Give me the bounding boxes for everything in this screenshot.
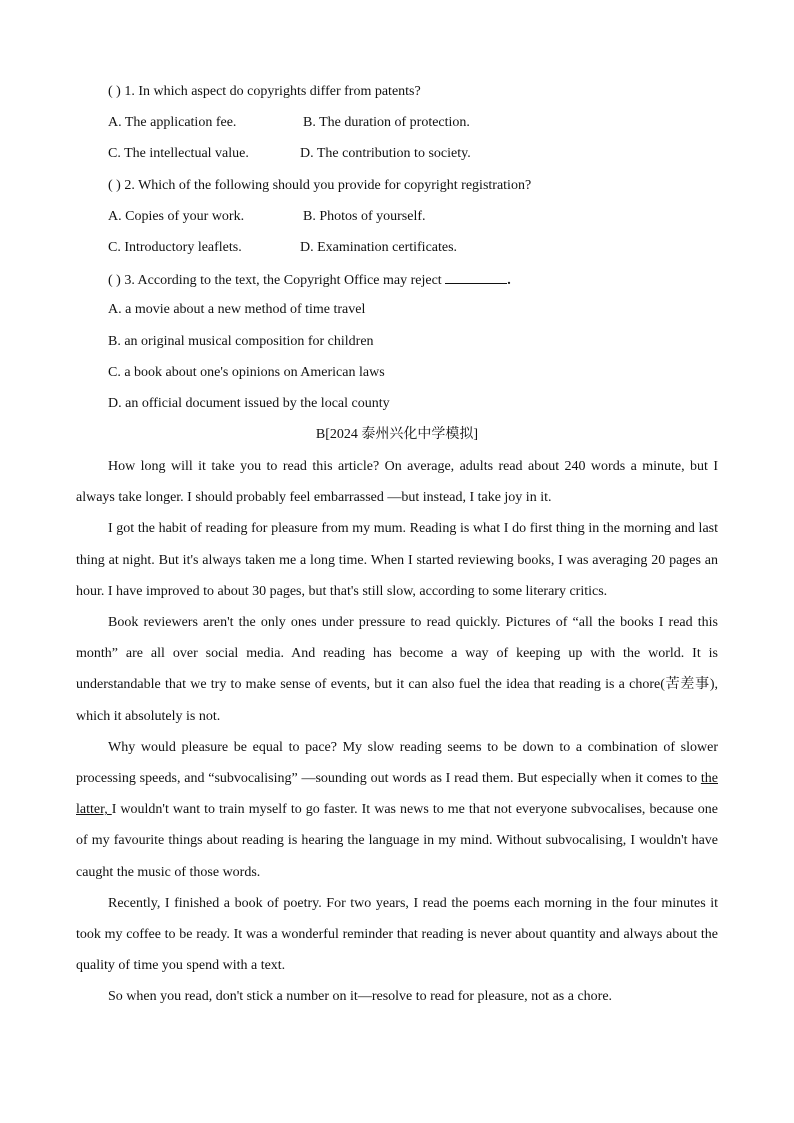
- question-1-stem: ( ) 1. In which aspect do copyrights differ from patents?: [108, 84, 421, 99]
- passage-paragraph-2: I got the habit of reading for pleasure from my mum. Reading is what I do first thing in the morning and last thing at night. But it's always taken me a long time. When I started reviewing books, I was averaging 20 pages an hour. I have improved to about 30 pages, but that's still slow, according to some literary critics.: [76, 521, 718, 599]
- passage-paragraph-4: [76, 732, 718, 888]
- question-3-option-b: B. an original musical composition for children: [108, 334, 374, 349]
- question-2-stem: ( ) 2. Which of the following should you provide for copyright registration?: [108, 178, 532, 193]
- section-heading: B[2024 泰州兴化中学模拟]: [315, 427, 479, 442]
- answer-blank: [445, 270, 507, 284]
- question-1-option-b: B. The duration of protection.: [303, 115, 470, 130]
- passage-paragraph-1: How long will it take you to read this article? On average, adults read about 240 words a minute, but I always take longer. I should probably feel embarrassed —but instead, I take joy in it.: [76, 459, 718, 506]
- question-2-option-c: C. Introductory leaflets.: [108, 240, 242, 255]
- question-1-option-d: D. The contribution to society.: [300, 146, 471, 161]
- question-3-option-d: D. an official document issued by the local county: [108, 396, 390, 411]
- question-2-option-a: A. Copies of your work.: [108, 209, 245, 224]
- passage-paragraph-3: Book reviewers aren't the only ones under pressure to read quickly. Pictures of “all the books I read this month” are all over social media. And reading has become a way of keeping up with the world. It is understandable that we try to make sense of events, but it can also fuel the idea that reading is a chore(苦差事), which it absolutely is not.: [76, 615, 718, 724]
- paragraph-4-text-a: Why would pleasure be equal to pace? My slow reading seems to be down to a combination of slower processing speeds, and “subvocalising” —sounding out words as I read them. But especially when it comes to: [76, 739, 718, 787]
- underlined-phrase: the latter,: [76, 771, 718, 818]
- question-3-option-a: A. a movie about a new method of time travel: [108, 302, 366, 317]
- passage-paragraph-6: So when you read, don't stick a number on it—resolve to read for pleasure, not as a chore.: [108, 989, 613, 1005]
- question-3-option-c: C. a book about one's opinions on American laws: [108, 365, 385, 380]
- passage-paragraph-5: Recently, I finished a book of poetry. For two years, I read the poems each morning in the four minutes it took my coffee to be ready. It was a wonderful reminder that reading is never about quantity and always about the quality of time you spend with a text.: [76, 895, 718, 974]
- question-3-stem: [108, 270, 511, 290]
- paragraph-4-text-b: I wouldn't want to train myself to go faster. It was news to me that not everyone subvocalises, because one of my favourite things about reading is hearing the language in my mind. Without subvocalising, I wouldn't have caught the music of those words.: [76, 802, 719, 880]
- question-3-stem-text: ( ) 3. According to the text, the Copyright Office may reject: [108, 273, 446, 288]
- question-1-option-a: A. The application fee.: [108, 115, 237, 130]
- question-1-option-c: C. The intellectual value.: [108, 146, 249, 161]
- question-2-option-d: D. Examination certificates.: [300, 240, 458, 255]
- question-2-option-b: B. Photos of yourself.: [303, 209, 426, 224]
- question-3-stem-end: .: [507, 273, 511, 288]
- passage: [76, 451, 718, 1013]
